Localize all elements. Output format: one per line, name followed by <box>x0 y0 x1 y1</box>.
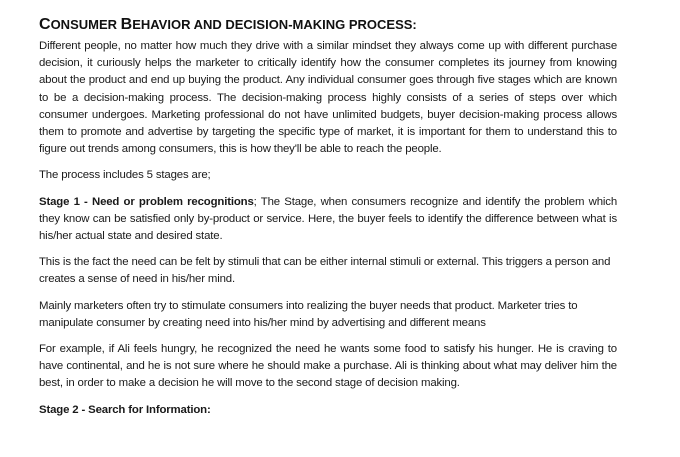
example-paragraph: For example, if Ali feels hungry, he recognized the need he wants some food to satisfy his hunger. He is craving to have continental, and he is not sure where he should make a purchase. Ali is thinking about what may deliver him the best, in order to make a decision he will move to the second stage of decision making. <box>39 343 617 390</box>
stage2-paragraph <box>39 402 617 419</box>
stage1-label: Stage 1 - Need or problem recognitions <box>39 195 254 208</box>
stage1-text: ; The Stage, when consumers recognize and identify the problem which they know can be satisfied only by-product or service. Here, the buyer feels to identify the difference between what is his/her actual state and desired state. <box>39 195 618 243</box>
marketers-paragraph: Mainly marketers often try to stimulate consumers into realizing the buyer needs that product. Marketer tries to manipulate consumer by creating need into his/her mind by advertising and different means <box>39 299 578 329</box>
heading-rest-1: ONSUMER <box>50 17 121 32</box>
heading-cap-2: B <box>120 16 133 33</box>
heading-rest-2: EHAVIOR AND DECISION-MAKING PROCESS: <box>132 17 417 32</box>
intro-paragraph: Different people, no matter how much they drive with a similar mindset they always come up with different purchase decision, it curiously helps the marketer to critically identify how the consumer completes its journey from knowing about the product and end up buying the product. Any individual consumer goes through five stages which are known to be a decision-making process. The decision-making process highly consists of a series of steps over which consumer undergoes. Marketing professional do not have unlimited budgets, buyer decision-making process allows them to promote and advertise by targeting the specific type of market, it is important for them to understand this to figure out trends among consumers, this is how they'll be able to reach the people. <box>39 40 617 156</box>
stage1-paragraph <box>39 194 617 246</box>
heading-cap-1: C <box>39 16 51 33</box>
process-intro-paragraph: The process includes 5 stages are; <box>39 169 211 182</box>
stimuli-paragraph: This is the fact the need can be felt by stimuli that can be either internal stimuli or external. This triggers a person and creates a sense of need in his/her mind. <box>39 256 611 286</box>
document-page <box>39 14 617 419</box>
section-heading <box>39 14 617 36</box>
stage2-label: Stage 2 - Search for Information: <box>39 403 211 416</box>
